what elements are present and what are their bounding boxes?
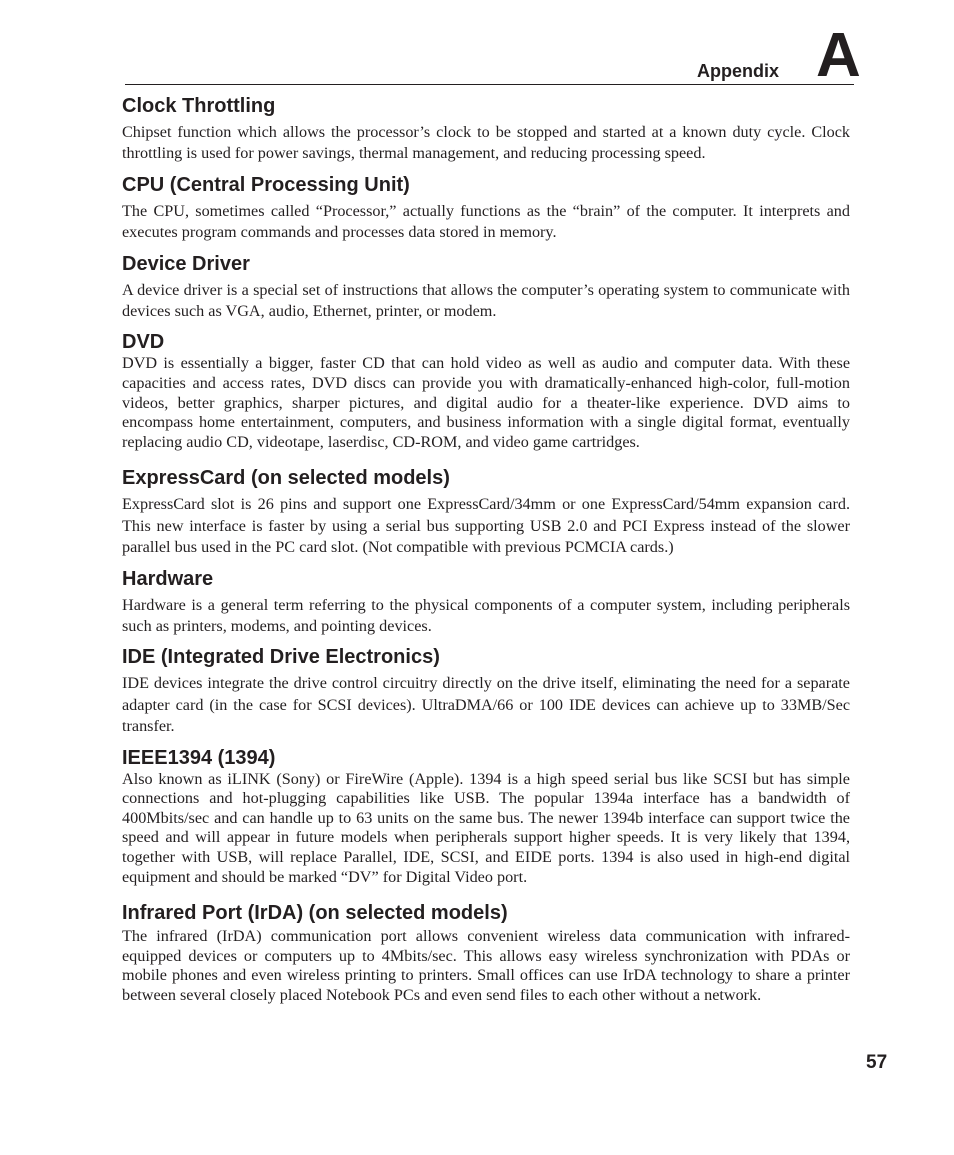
- glossary-entry-expresscard: [122, 466, 850, 558]
- entry-term: IDE (Integrated Drive Electronics): [122, 646, 440, 669]
- entry-description: Also known as iLINK (Sony) or FireWire (Apple). 1394 is a high speed serial bus like SCSI but has simple connections and hot-plugging capabilities like USB. The popular 1394a interface has a bandwidth of 400Mbits/sec and can handle up to 63 units on the same bus. The newer 1394b interface can support twice the speed and will appear in future models when peripherals support higher speeds. It is very likely that 1394, together with USB, will replace Parallel, IDE, SCSI, and EIDE ports. 1394 is also used in high-end digital equipment and should be marked “DV” for Digital Video port.: [122, 769, 850, 886]
- glossary-entry-cpu: [122, 173, 850, 244]
- glossary-entry-infrared-port: [122, 901, 850, 1005]
- page-header: [0, 0, 954, 90]
- glossary-content: [122, 94, 850, 1006]
- appendix-letter: A: [816, 21, 861, 90]
- glossary-entry-ieee1394: [122, 746, 850, 888]
- page-number: 57: [866, 1052, 888, 1073]
- glossary-entry-device-driver: [122, 252, 850, 323]
- entry-term: Hardware: [122, 567, 214, 590]
- glossary-entry-clock-throttling: [122, 94, 850, 165]
- entry-term: ExpressCard (on selected models): [122, 467, 450, 490]
- entry-description: DVD is essentially a bigger, faster CD that can hold video as well as audio and computer data. With these capacities and access rates, DVD discs can provide you with dramatically-enhanced high-color, full-motion videos, better graphics, sharper pictures, and digital audio for a theater-like experience. DVD aims to encompass home entertainment, computers, and business information with a single digital format, eventually replacing audio CD, videotape, laserdisc, CD-ROM, and video game cartridges.: [122, 354, 850, 451]
- entry-description: The CPU, sometimes called “Processor,” actually functions as the “brain” of the computer. It interprets and executes program commands and processes data stored in memory.: [122, 201, 850, 242]
- entry-description: A device driver is a special set of instructions that allows the computer’s operating system to communicate with devices such as VGA, audio, Ethernet, printer, or modem.: [122, 280, 850, 321]
- entry-term: IEEE1394 (1394): [122, 746, 276, 769]
- entry-description: IDE devices integrate the drive control circuitry directly on the drive itself, eliminating the need for a separate adapter card (in the case for SCSI devices). UltraDMA/66 or 100 IDE devices can achieve up to 33MB/Sec transfer.: [122, 674, 850, 736]
- entry-term: DVD: [122, 331, 165, 354]
- entry-description: Hardware is a general term referring to the physical components of a computer system, including peripherals such as printers, modems, and pointing devices.: [122, 595, 850, 636]
- entry-term: CPU (Central Processing Unit): [122, 173, 410, 196]
- entry-description: The infrared (IrDA) communication port allows convenient wireless data communication with infrared-equipped devices or computers up to 4Mbits/sec. This allows easy wireless synchronization with PDAs or mobile phones and even wireless printing to printers. Small offices can use IrDA technology to share a printer between several closely placed Notebook PCs and even send files to each other without a network.: [122, 927, 850, 1004]
- appendix-label: Appendix: [697, 61, 780, 81]
- entry-description: Chipset function which allows the processor’s clock to be stopped and started at a known duty cycle. Clock throttling is used for power savings, thermal management, and reducing processing speed.: [122, 123, 850, 163]
- glossary-entry-hardware: [122, 567, 850, 638]
- entry-term: Clock Throttling: [122, 95, 276, 117]
- entry-description: ExpressCard slot is 26 pins and support one ExpressCard/34mm or one ExpressCard/54mm expansion card. This new interface is faster by using a serial bus supporting USB 2.0 and PCI Express instead of the slower parallel bus used in the PC card slot. (Not compatible with previous PCMCIA cards.): [122, 495, 850, 557]
- entry-term: Device Driver: [122, 252, 250, 275]
- glossary-entry-dvd: [122, 330, 850, 452]
- entry-term: Infrared Port (IrDA) (on selected models): [122, 902, 508, 925]
- header-divider: [125, 84, 854, 85]
- glossary-entry-ide: [122, 645, 850, 737]
